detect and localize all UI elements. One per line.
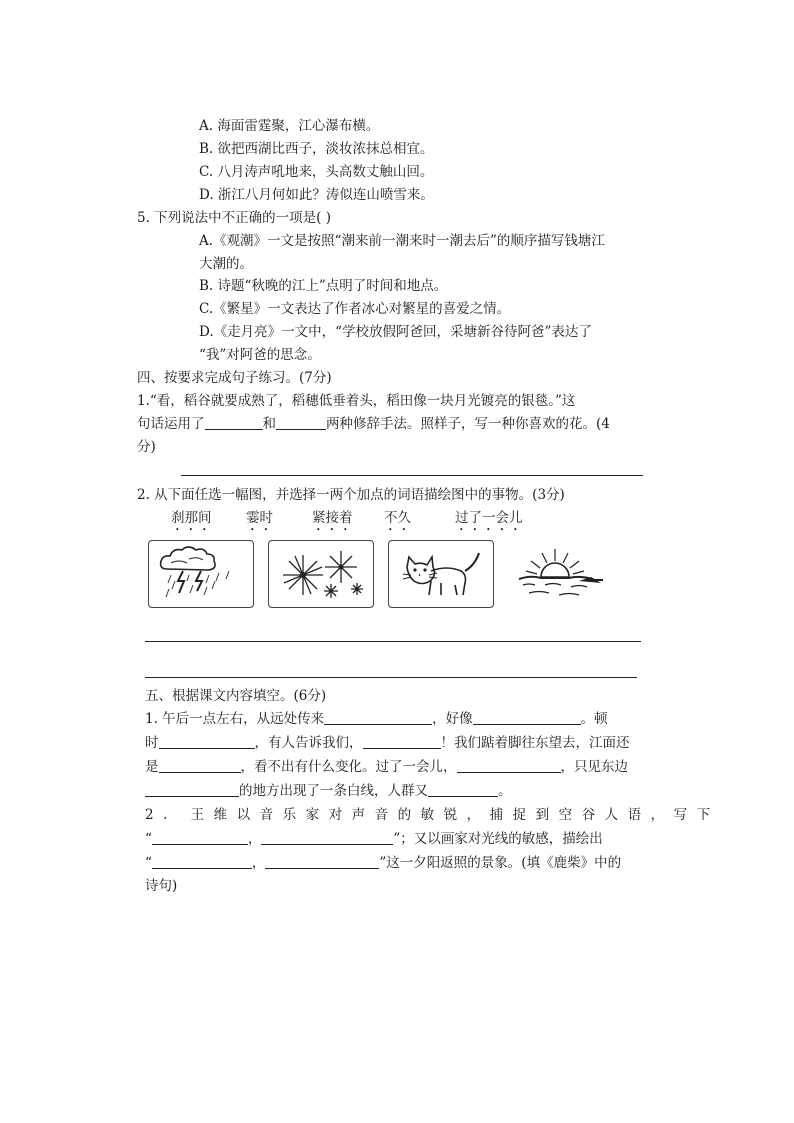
q5-option-b: B. 诗题“秋晚的江上”点明了时间和地点。 (199, 278, 448, 294)
section5-heading: 五、根据课文内容填空。(6分) (145, 688, 327, 704)
sunrise-icon (509, 541, 613, 607)
s5-blank-9[interactable] (152, 830, 248, 845)
s4-q2-prompt: 2. 从下面任选一幅图，并选择一两个加点的词语描绘图中的事物。(3分) (137, 487, 565, 503)
q4-option-a: A. 海面雷霆聚，江心瀑布横。 (199, 118, 380, 134)
picture-sunrise[interactable] (508, 540, 614, 608)
s5-blank-1[interactable] (324, 710, 432, 725)
s5-q2-line1: 2. 王维以音乐家对声音的敏锐，捕捉到空谷人语，写下 (145, 807, 720, 823)
s5-q1-text: ，好像 (432, 711, 473, 727)
s5-q1-text: 是 (145, 759, 159, 775)
word-2: 霎时 (246, 510, 273, 526)
s5-q2-line3 (145, 853, 621, 873)
s4-q2-answer-line-2[interactable] (145, 677, 637, 678)
section4-heading: 四、按要求完成句子练习。(7分) (137, 370, 332, 386)
s4-q1-line3: 分) (137, 439, 156, 455)
s5-q1-line4 (145, 781, 512, 801)
s4-q1-line2 (137, 414, 610, 434)
q5-option-a-line1: A.《观潮》一文是按照“潮来前一潮来时一潮去后”的顺序描写钱塘江 (199, 233, 605, 249)
s5-blank-10[interactable] (261, 830, 393, 845)
s4-q1-blank-1[interactable] (205, 415, 263, 430)
s5-q2-line4: 诗句) (145, 878, 178, 894)
s5-blank-12[interactable] (265, 854, 379, 869)
q5-option-a-line2: 大潮的。 (199, 256, 253, 272)
s5-q2-line2 (145, 829, 603, 849)
s5-q2-text: “ (145, 855, 152, 871)
s4-q2-answer-line-1[interactable] (145, 641, 641, 642)
s5-blank-6[interactable] (457, 758, 561, 773)
s5-q1-text: 1. 午后一点左右，从远处传来 (145, 711, 325, 727)
s5-q2-text: “ (145, 831, 152, 847)
picture-kitten[interactable] (388, 540, 494, 608)
s5-q1-text: 的地方出现了一条白线，人群又 (239, 783, 428, 799)
q5-option-d-line2: “我”对阿爸的思念。 (199, 347, 321, 363)
s4-q1-text-b: 和 (262, 416, 276, 432)
s5-q1-line3 (145, 757, 628, 777)
s5-blank-8[interactable] (428, 782, 498, 797)
s4-q1-answer-line[interactable] (181, 475, 643, 476)
q5-stem: 5. 下列说法中不正确的一项是( ) (137, 210, 331, 226)
s5-blank-11[interactable] (152, 854, 252, 869)
word-1: 刹那间 (171, 510, 212, 526)
kitten-icon (389, 541, 493, 607)
q4-option-b: B. 欲把西湖比西子，淡妆浓抹总相宜。 (199, 141, 434, 157)
q5-option-c: C.《繁星》一文表达了作者冰心对繁星的喜爱之情。 (199, 301, 511, 317)
s5-blank-2[interactable] (473, 710, 581, 725)
s5-q1-line1 (145, 709, 608, 729)
s4-q1-line1: 1.“看，稻谷就要成熟了，稻穗低垂着头，稻田像一块月光镀亮的银毯。”这 (137, 393, 576, 409)
s5-q1-text: 时 (145, 735, 159, 751)
q4-option-c: C. 八月涛声吼地来，头高数丈触山回。 (199, 164, 434, 180)
word-3: 紧接着 (312, 510, 353, 526)
s5-q1-text: ，只见东边 (560, 759, 628, 775)
s5-q2-text: ， (251, 855, 266, 871)
s5-q2-text: ， (247, 831, 262, 847)
s5-q1-text: 。 (498, 783, 512, 799)
s4-q1-text-c: 两种修辞手法。照样子，写一种你喜欢的花。(4 (326, 416, 610, 432)
q5-option-d-line1: D.《走月亮》一文中，“学校放假阿爸回，采塘新谷待阿爸”表达了 (199, 324, 592, 340)
word-4: 不久 (384, 510, 411, 526)
word-5: 过了一会儿 (455, 510, 523, 526)
q4-option-d: D. 浙江八月何如此？涛似连山喷雪来。 (199, 187, 434, 203)
s5-q1-text: 。顿 (580, 711, 608, 727)
s5-q1-text: ，看不出有什么变化。过了一会儿， (240, 759, 457, 775)
s5-q1-text: ，有人告诉我们， (254, 735, 363, 751)
thunderstorm-icon (149, 541, 253, 607)
s5-q1-line2 (145, 733, 630, 753)
fireworks-icon (269, 541, 373, 607)
s5-q2-text: ”；又以画家对光线的敏感，描绘出 (393, 831, 603, 847)
picture-thunderstorm[interactable] (148, 540, 254, 608)
s5-q1-text: ！我们踮着脚往东望去，江面还 (440, 735, 630, 751)
s5-blank-5[interactable] (159, 758, 241, 773)
s5-q2-text: ”这一夕阳返照的景象。(填《鹿柴》中的 (379, 855, 622, 871)
s5-blank-3[interactable] (159, 734, 255, 749)
s4-q1-text-a: 句话运用了 (137, 416, 205, 432)
picture-fireworks[interactable] (268, 540, 374, 608)
s5-blank-4[interactable] (363, 734, 441, 749)
s5-blank-7[interactable] (145, 782, 239, 797)
s4-q1-blank-2[interactable] (276, 415, 326, 430)
